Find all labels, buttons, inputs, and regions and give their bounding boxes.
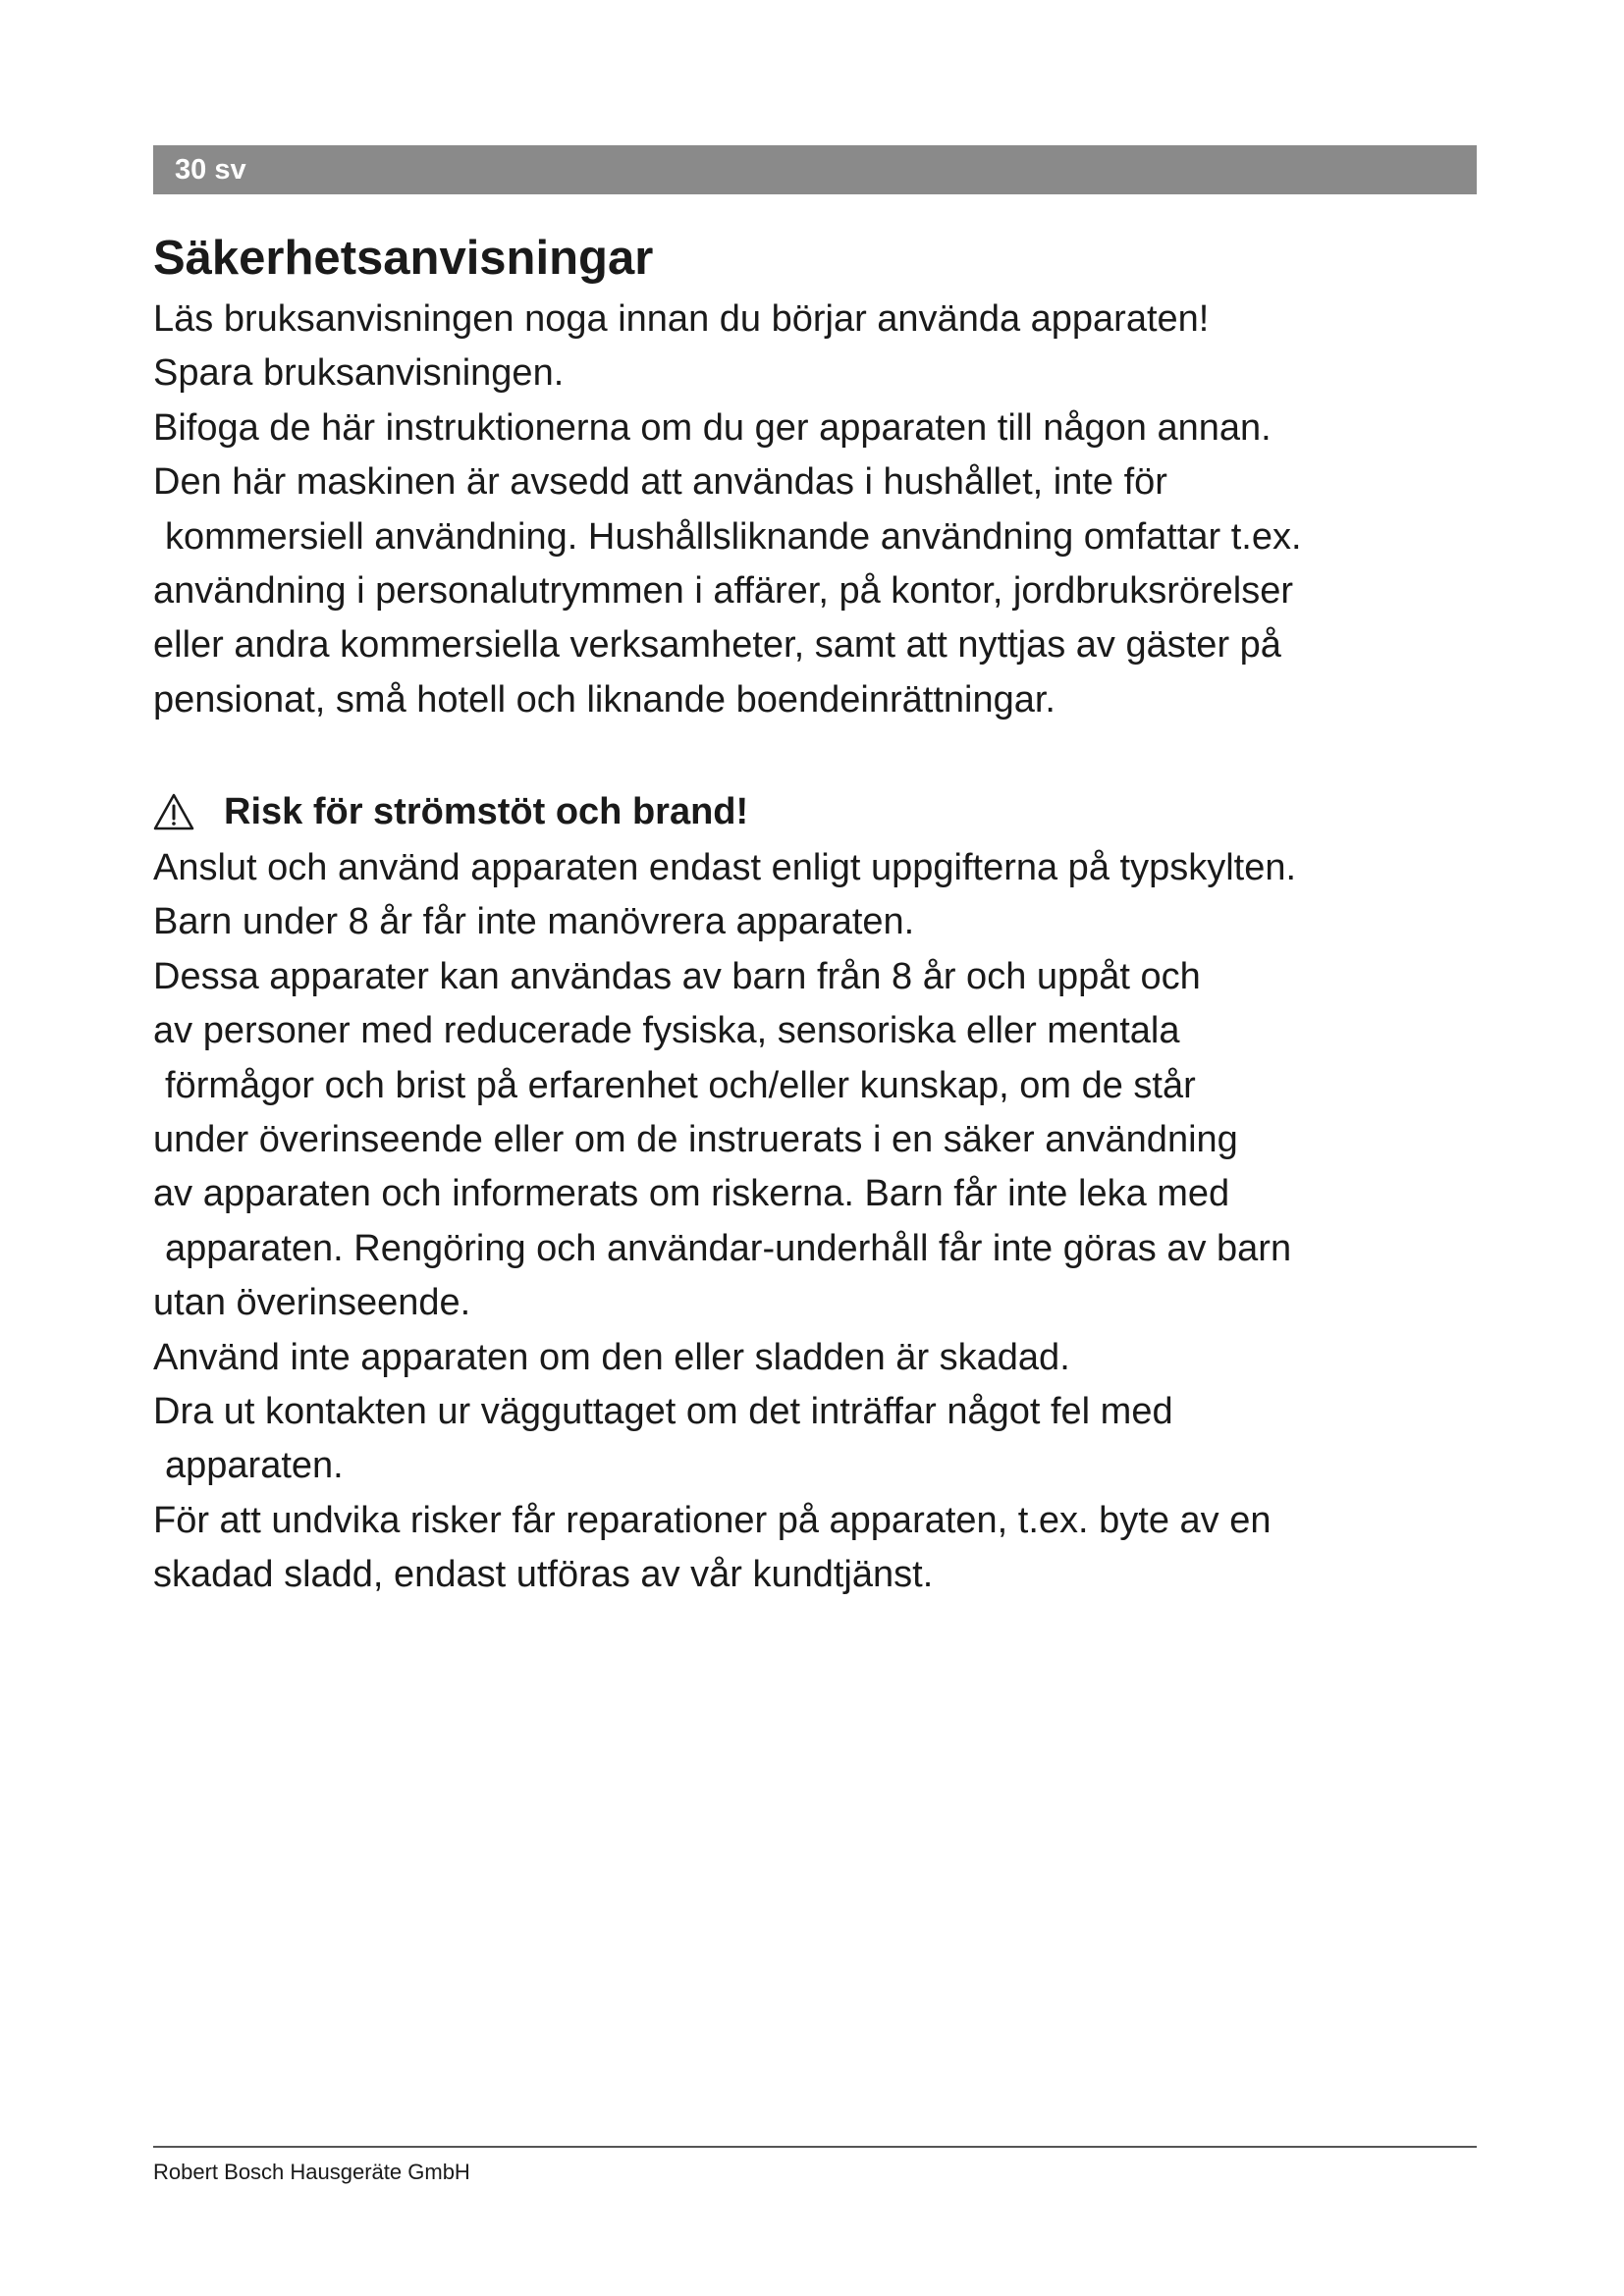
footer-divider bbox=[153, 2146, 1477, 2148]
intro-paragraph bbox=[153, 293, 1528, 727]
intro-line: eller andra kommersiella verksamheter, samt att nyttjas av gäster på bbox=[153, 624, 1281, 667]
intro-line: Läs bruksanvisningen noga innan du börjar använda apparaten! bbox=[153, 298, 1210, 340]
warning-line: av apparaten och informerats om riskerna. Barn får inte leka med bbox=[153, 1173, 1230, 1215]
intro-line: kommersiell användning. Hushållsliknande användning omfattar t.ex. bbox=[165, 515, 1302, 558]
warning-line: apparaten. bbox=[165, 1445, 344, 1487]
warning-line: Dra ut kontakten ur vägguttaget om det inträffar något fel med bbox=[153, 1391, 1173, 1433]
page-header-bar bbox=[153, 145, 1477, 194]
intro-line: pensionat, små hotell och liknande boendeinrättningar. bbox=[153, 678, 1056, 721]
warning-line: För att undvika risker får reparationer på apparaten, t.ex. byte av en bbox=[153, 1499, 1272, 1541]
warning-heading bbox=[153, 782, 748, 841]
warning-line: Dessa apparater kan användas av barn från 8 år och uppåt och bbox=[153, 955, 1201, 997]
warning-line: förmågor och brist på erfarenhet och/eller kunskap, om de står bbox=[165, 1064, 1196, 1106]
warning-triangle-icon bbox=[153, 793, 194, 830]
intro-line: Bifoga de här instruktionerna om du ger apparaten till någon annan. bbox=[153, 406, 1272, 449]
warning-line: Använd inte apparaten om den eller sladden är skadad. bbox=[153, 1336, 1070, 1378]
warning-line: apparaten. Rengöring och användar-underhåll får inte göras av barn bbox=[165, 1227, 1292, 1269]
warning-line: skadad sladd, endast utföras av vår kundtjänst. bbox=[153, 1554, 934, 1596]
page-number-label: 30 sv bbox=[175, 154, 246, 186]
intro-line: Spara bruksanvisningen. bbox=[153, 352, 565, 395]
footer-company: Robert Bosch Hausgeräte GmbH bbox=[153, 2160, 470, 2184]
page-title: Säkerhetsanvisningar bbox=[153, 232, 654, 285]
intro-line: Den här maskinen är avsedd att användas i hushållet, inte för bbox=[153, 461, 1167, 504]
warning-paragraph bbox=[153, 841, 1528, 1603]
warning-line: Barn under 8 år får inte manövrera apparaten. bbox=[153, 901, 915, 943]
warning-line: Anslut och använd apparaten endast enligt uppgifterna på typskylten. bbox=[153, 847, 1297, 888]
warning-line: utan överinseende. bbox=[153, 1282, 471, 1324]
warning-line: av personer med reducerade fysiska, sensoriska eller mentala bbox=[153, 1010, 1180, 1052]
warning-title: Risk för strömstöt och brand! bbox=[224, 791, 749, 832]
warning-line: under överinseende eller om de instruerats i en säker användning bbox=[153, 1119, 1238, 1161]
intro-line: användning i personalutrymmen i affärer, på kontor, jordbruksrörelser bbox=[153, 570, 1294, 613]
